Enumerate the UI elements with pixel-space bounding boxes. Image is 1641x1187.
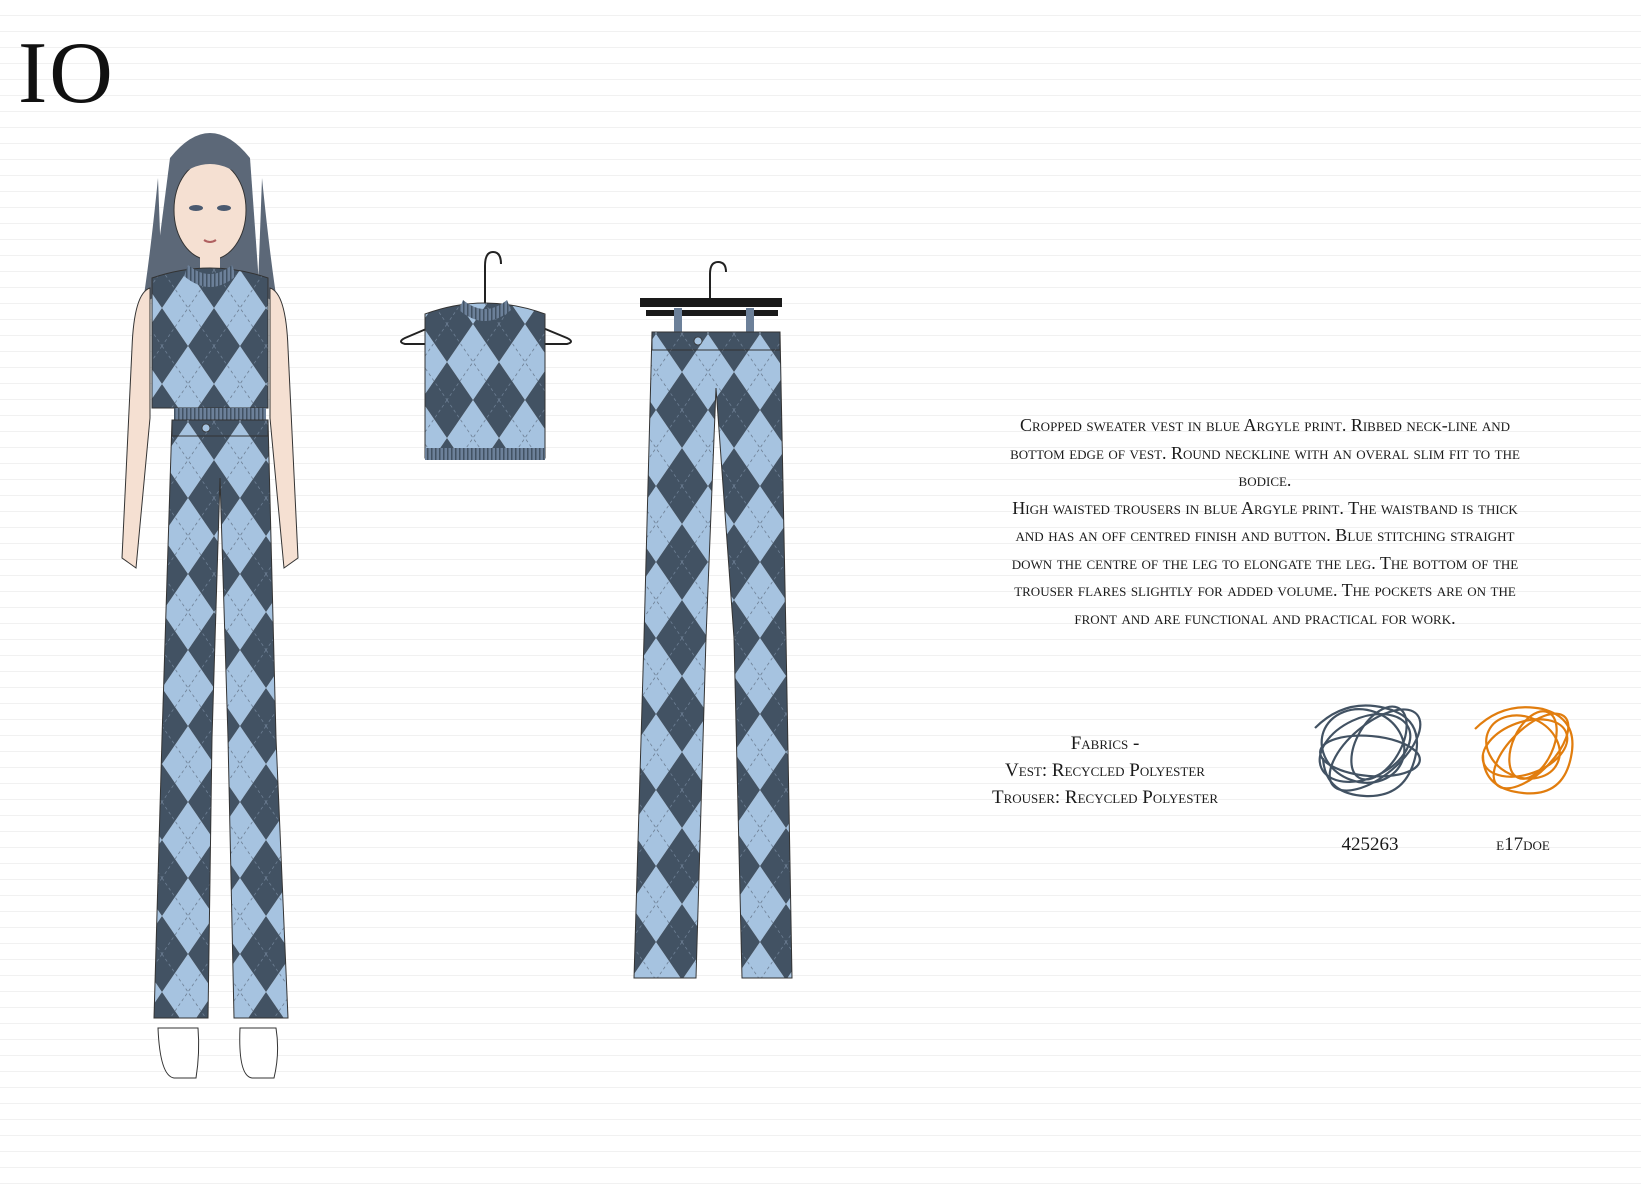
- trousers-description: High waisted trousers in blue Argyle print. The waistband is thick and has an off centred finish and button. Blue stitching straight down the centre of the leg to elongate the leg. The bottom of the trouser flares slightly for added volume. The pockets are on the front and are functional and practical for work.: [1011, 497, 1519, 628]
- color-swatch-slate: [1305, 688, 1445, 813]
- vest-fabric: Vest: Recycled Polyester: [1005, 760, 1205, 781]
- fabrics-block: [960, 730, 1250, 811]
- swatch-label-slate: 425263: [1341, 834, 1399, 855]
- vest-on-hanger-illustration: [395, 248, 585, 478]
- trousers-on-hanger-illustration: [630, 258, 805, 983]
- page-number: IO: [18, 25, 115, 122]
- trouser-fabric: Trouser: Recycled Polyester: [992, 787, 1218, 808]
- garment-description: [1010, 412, 1520, 632]
- vest-description: Cropped sweater vest in blue Argyle print. Ribbed neck-line and bottom edge of vest. Round neckline with an overal slim fit to the bodice.: [1010, 415, 1520, 490]
- swatch-label-orange: e17doe: [1496, 834, 1550, 855]
- model-figure-illustration: [110, 118, 330, 1093]
- fabrics-heading: Fabrics -: [1070, 733, 1140, 754]
- color-swatch-orange: [1467, 693, 1592, 811]
